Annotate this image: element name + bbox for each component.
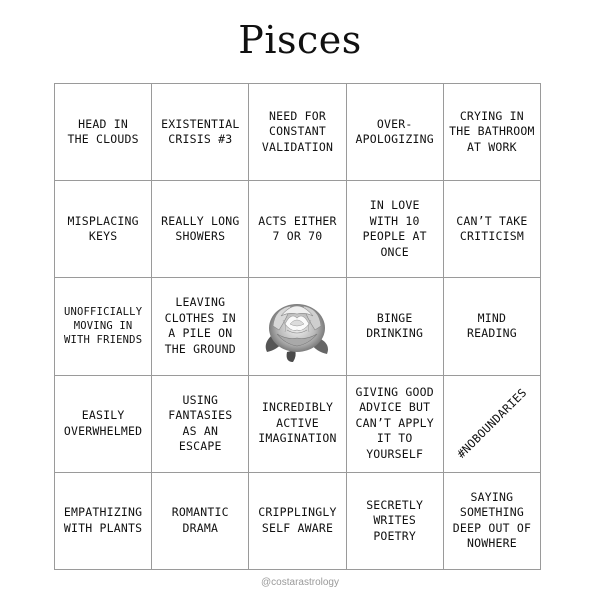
bingo-cell: [444, 84, 541, 181]
bingo-cell: [152, 473, 249, 570]
bingo-cell: [152, 181, 249, 278]
bingo-cell-label: MIND READING: [466, 310, 517, 341]
bingo-cell-label: CRIPPLINGLY SELF AWARE: [258, 505, 337, 535]
bingo-cell-label: REALLY LONG SHOWERS: [161, 213, 240, 244]
bingo-cell: [55, 84, 152, 181]
bingo-cell-label: ROMANTIC DRAMA: [171, 505, 229, 535]
bingo-cell-label: CAN’T TAKE CRITICISM: [456, 213, 528, 244]
bingo-cell-label: HEAD IN THE CLOUDS: [67, 116, 139, 147]
bingo-cell-label: OVER- APOLOGIZING: [355, 116, 434, 147]
bingo-cell: [347, 376, 444, 473]
bingo-cell-label: #NOBOUNDARIES: [453, 385, 530, 461]
bingo-cell-label: NEED FOR CONSTANT VALIDATION: [261, 108, 334, 154]
bingo-grid: [54, 83, 541, 570]
bingo-cell-label: ACTS EITHER 7 OR 70: [258, 213, 337, 244]
bingo-cell-label: SAYING SOMETHING DEEP OUT OF NOWHERE: [452, 489, 532, 551]
bingo-cell-label: CRYING IN THE BATHROOM AT WORK: [449, 108, 535, 154]
bingo-cell: [347, 84, 444, 181]
bingo-cell: [444, 376, 541, 473]
bingo-cell: [55, 278, 152, 375]
social-handle: @costarastrology: [261, 577, 339, 588]
bingo-cell: [249, 84, 346, 181]
bingo-cell-label: UNOFFICIALLY MOVING IN WITH FRIENDS: [63, 306, 143, 347]
bingo-cell-label: INCREDIBLY ACTIVE IMAGINATION: [258, 400, 337, 446]
bingo-cell: [249, 181, 346, 278]
page-title: Pisces: [238, 18, 362, 62]
bingo-cell-label: MISPLACING KEYS: [67, 213, 139, 244]
bingo-cell-label: BINGE DRINKING: [366, 310, 424, 341]
bingo-cell: [249, 473, 346, 570]
bingo-cell-label: LEAVING CLOTHES IN A PILE ON THE GROUND: [164, 295, 236, 356]
bingo-cell: [55, 376, 152, 473]
bingo-cell: [444, 278, 541, 375]
bingo-cell: [444, 473, 541, 570]
bingo-cell-label: IN LOVE WITH 10 PEOPLE AT ONCE: [362, 198, 427, 259]
bingo-cell-label: EXISTENTIAL CRISIS #3: [161, 116, 240, 147]
bingo-cell: [444, 181, 541, 278]
bingo-cell-label: USING FANTASIES AS AN ESCAPE: [168, 392, 233, 454]
bingo-free-space: [249, 278, 346, 375]
bingo-cell-label: SECRETLY WRITES POETRY: [366, 497, 424, 543]
bingo-cell: [55, 181, 152, 278]
peony-flower-icon: [257, 286, 337, 366]
bingo-cell-label: EMPATHIZING WITH PLANTS: [63, 505, 143, 535]
bingo-cell-label: EASILY OVERWHELMED: [63, 408, 143, 438]
bingo-cell: [152, 278, 249, 375]
bingo-cell: [347, 181, 444, 278]
bingo-cell-label: GIVING GOOD ADVICE BUT CAN’T APPLY IT TO YOURSELF: [355, 384, 434, 461]
bingo-cell: [347, 473, 444, 570]
bingo-cell: [249, 376, 346, 473]
bingo-cell: [152, 84, 249, 181]
bingo-cell: [152, 376, 249, 473]
bingo-cell: [347, 278, 444, 375]
bingo-cell: [55, 473, 152, 570]
